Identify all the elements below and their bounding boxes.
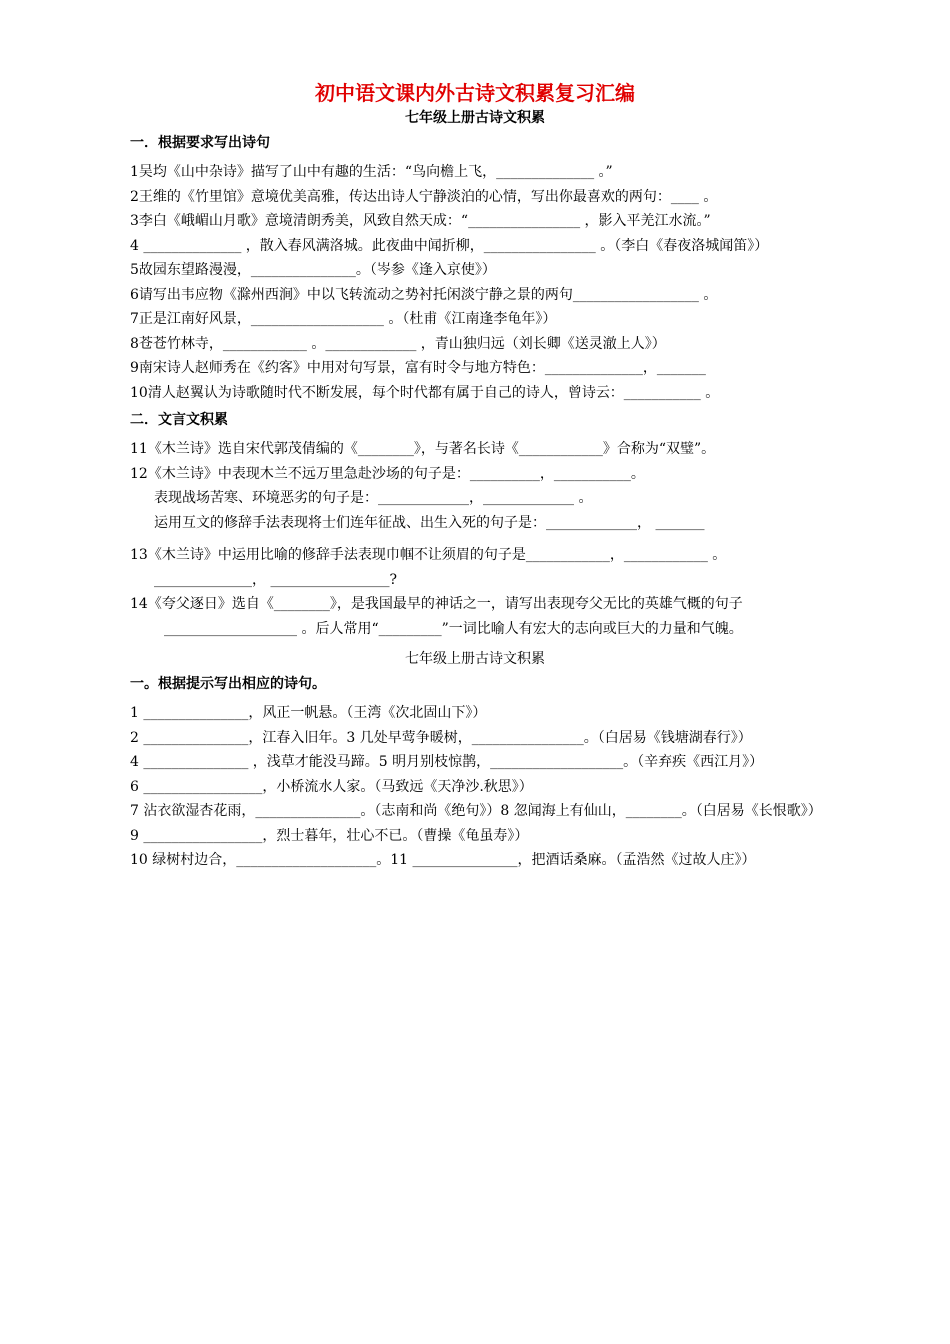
question-line: 4 ______________ ，散入春风满洛城。此夜曲中闻折柳，________________ 。（李白《春夜洛城闻笛》） [130, 237, 769, 254]
question-line: 8苍苍竹林寺，____________ 。_____________ ，青山独归远（刘长卿《送灵澈上人》） [130, 335, 666, 352]
question-line: 运用互文的修辞手法表现将士们连年征战、出生入死的句子是：_____________， _______ [154, 514, 705, 531]
question-line: 表现战场苦寒、环境恶劣的句子是：_____________，_____________ 。 [154, 490, 593, 506]
question-line: 6请写出韦应物《滁州西涧》中以飞转流动之势衬托闲淡宁静之景的两句__________________ 。 [130, 286, 718, 303]
question-line: 11《木兰诗》选自宋代郭茂倩编的《________》，与著名长诗《____________》合称为“双璧”。 [130, 441, 716, 457]
question-line: 13《木兰诗》中运用比喻的修辞手法表现巾帼不让须眉的句子是____________，____________ 。 [130, 547, 727, 563]
question-line: 10清人赵翼认为诗歌随时代不断发展，每个时代都有属于自己的诗人，曾诗云：___________ 。 [130, 384, 720, 401]
question-line: 3李白《峨嵋山月歌》意境清朗秀美，风致自然天成：“________________ ，影入平羌江水流。” [130, 213, 711, 229]
question-line: 12《木兰诗》中表现木兰不远万里急赴沙场的句子是：__________，___________。 [130, 465, 645, 482]
question-line: 2王维的《竹里馆》意境优美高雅，传达出诗人宁静淡泊的心情，写出你最喜欢的两句：____ 。 [130, 188, 718, 205]
question-line: 7正是江南好风景，___________________ 。（杜甫《江南逢李龟年》） [130, 311, 557, 327]
section-subtitle-2: 七年级上册古诗文积累 [405, 651, 545, 667]
section-heading-1: 一．根据要求写出诗句 [130, 135, 270, 151]
document-subtitle: 七年级上册古诗文积累 [405, 110, 545, 126]
question-line: 5故园东望路漫漫，_______________。（岑参《逢入京使》） [130, 262, 496, 278]
document-page [130, 80, 820, 873]
question-line: 4 _______________ ，浅草才能没马蹄。5 明月别枝惊鹊，___________________。（辛弃疾《西江月》） [130, 754, 764, 770]
document-title: 初中语文课内外古诗文积累复习汇编 [315, 81, 635, 105]
section-heading-2: 二．文言文积累 [130, 412, 228, 428]
question-line: 1吴均《山中杂诗》描写了山中有趣的生活：“鸟向檐上飞，______________ 。” [130, 164, 613, 180]
question-line: ______________， _________________? [154, 571, 397, 588]
question-line: 14《夸父逐日》选自《________》，是我国最早的神话之一，请写出表现夸父无比的英雄气概的句子___________________ 。后人常用“_________”一词比喻人有宏大的志向或巨大的力量和气魄。 [130, 596, 743, 637]
question-line: 6 _________________，小桥流水人家。（马致远《天净沙.秋思》） [130, 778, 533, 795]
question-line: 7 沾衣欲湿杏花雨，_______________。（志南和尚《绝句》）8 忽闻海上有仙山，________。（白居易《长恨歌》）9 _________________，烈士暮年，壮心不已。（曹操《龟虽寿》） [130, 803, 815, 844]
question-line: 10 绿树村边合，____________________。11 _______________，把酒话桑麻。（孟浩然《过故人庄》） [130, 852, 756, 868]
section-heading-3: 一。根据提示写出相应的诗句。 [130, 676, 326, 692]
question-line: 1 _______________，风正一帆悬。（王湾《次北固山下》） [130, 705, 487, 721]
question-line: 2 _______________，江春入旧年。3 几处早莺争暖树，________________。（白居易《钱塘湖春行》） [130, 729, 752, 746]
question-line: 9南宋诗人赵师秀在《约客》中用对句写景，富有时令与地方特色：______________，_______ [130, 360, 706, 376]
